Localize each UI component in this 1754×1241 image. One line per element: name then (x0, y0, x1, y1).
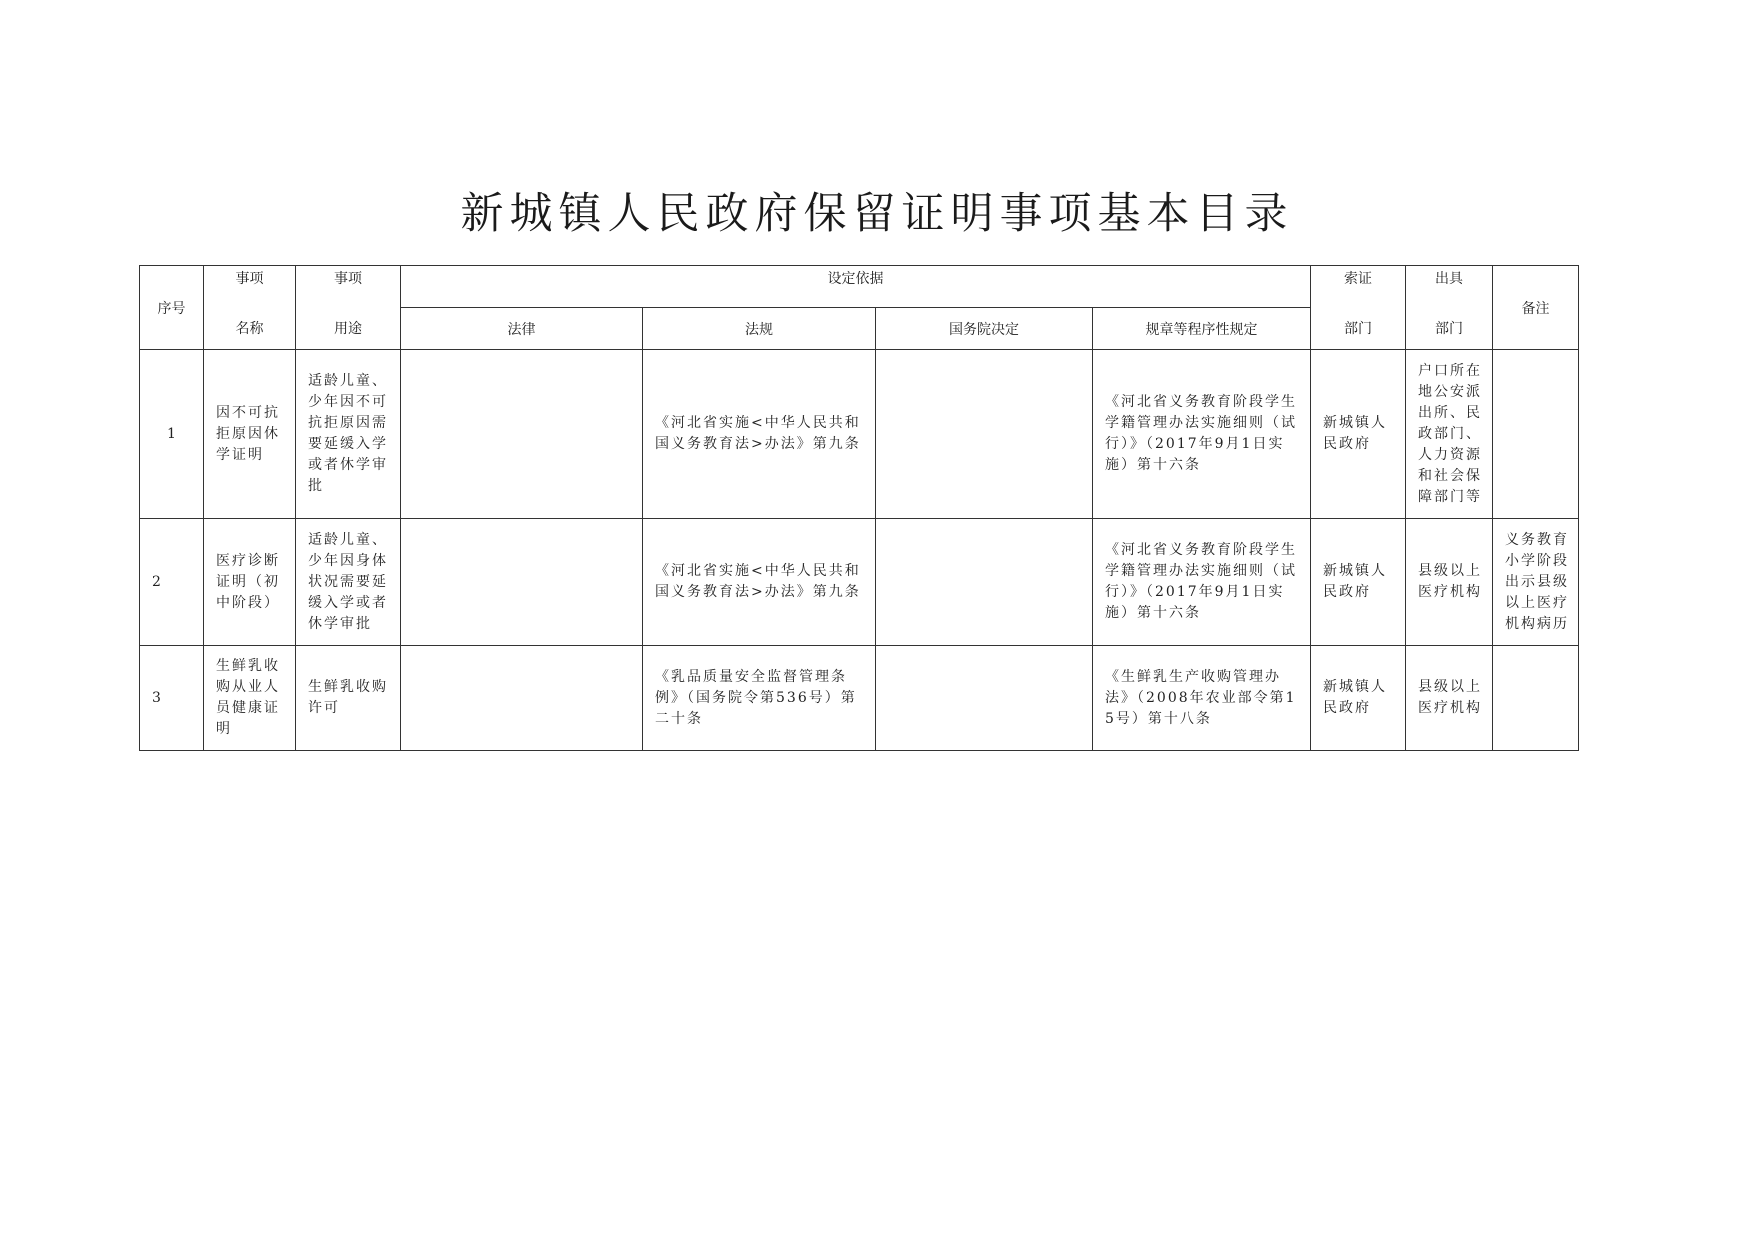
header-rules: 规章等程序性规定 (1093, 308, 1311, 350)
row-request-dept: 新城镇人民政府 (1311, 646, 1406, 751)
row-item-use: 生鲜乳收购许可 (296, 646, 401, 751)
row-issue-dept: 县级以上医疗机构 (1406, 519, 1493, 646)
header-state-council: 国务院决定 (876, 308, 1093, 350)
header-seq: 序号 (140, 266, 204, 350)
row-remark: 义务教育小学阶段出示县级以上医疗机构病历 (1493, 519, 1579, 646)
header-issue-dept (1406, 266, 1493, 350)
row-rules: 《河北省义务教育阶段学生学籍管理办法实施细则（试行）》（2017年9月1日实施）第十六条 (1093, 350, 1311, 519)
row-item-use: 适龄儿童、少年因身体状况需要延缓入学或者休学审批 (296, 519, 401, 646)
row-state-council (876, 519, 1093, 646)
row-issue-dept: 县级以上医疗机构 (1406, 646, 1493, 751)
row-rules: 《生鲜乳生产收购管理办法》（2008年农业部令第15号）第十八条 (1093, 646, 1311, 751)
header-request-dept (1311, 266, 1406, 350)
row-request-dept: 新城镇人民政府 (1311, 519, 1406, 646)
row-state-council (876, 350, 1093, 519)
header-remark: 备注 (1493, 266, 1579, 350)
table-row (140, 519, 1579, 646)
row-item-name: 医疗诊断证明（初中阶段） (204, 519, 296, 646)
row-law (401, 350, 643, 519)
row-item-use: 适龄儿童、少年因不可抗拒原因需要延缓入学或者休学审批 (296, 350, 401, 519)
row-regulation: 《河北省实施<中华人民共和国义务教育法>办法》第九条 (643, 519, 876, 646)
row-remark (1493, 350, 1579, 519)
row-item-name: 生鲜乳收购从业人员健康证明 (204, 646, 296, 751)
row-issue-dept: 户口所在地公安派出所、民政部门、人力资源和社会保障部门等 (1406, 350, 1493, 519)
header-basis: 设定依据 (401, 266, 1311, 308)
row-rules: 《河北省义务教育阶段学生学籍管理办法实施细则（试行）》（2017年9月1日实施）第十六条 (1093, 519, 1311, 646)
header-row-1 (140, 266, 1579, 308)
row-remark (1493, 646, 1579, 751)
row-request-dept: 新城镇人民政府 (1311, 350, 1406, 519)
header-request-dept-line2: 部门 (1344, 320, 1372, 337)
header-issue-dept-line2: 部门 (1435, 320, 1463, 337)
header-item-name-line2: 名称 (235, 320, 264, 337)
row-regulation: 《河北省实施<中华人民共和国义务教育法>办法》第九条 (643, 350, 876, 519)
row-regulation: 《乳品质量安全监督管理条例》（国务院令第536号）第二十条 (643, 646, 876, 751)
table-row (140, 646, 1579, 751)
row-item-name: 因不可抗拒原因休学证明 (204, 350, 296, 519)
header-item-use (296, 266, 401, 350)
header-item-use-line2: 用途 (334, 320, 362, 337)
header-item-use-line1: 事项 (334, 270, 362, 287)
header-regulation: 法规 (643, 308, 876, 350)
page-title: 新城镇人民政府保留证明事项基本目录 (460, 189, 1294, 239)
header-item-name-line1: 事项 (235, 270, 264, 287)
row-seq: 1 (140, 350, 204, 519)
table-row (140, 350, 1579, 519)
row-law (401, 519, 643, 646)
row-seq: 3 (140, 646, 204, 751)
header-request-dept-line1: 索证 (1344, 270, 1372, 287)
row-law (401, 646, 643, 751)
header-law: 法律 (401, 308, 643, 350)
header-item-name (204, 266, 296, 350)
header-issue-dept-line1: 出具 (1435, 270, 1463, 287)
row-state-council (876, 646, 1093, 751)
row-seq: 2 (140, 519, 204, 646)
catalog-table (139, 265, 1579, 751)
